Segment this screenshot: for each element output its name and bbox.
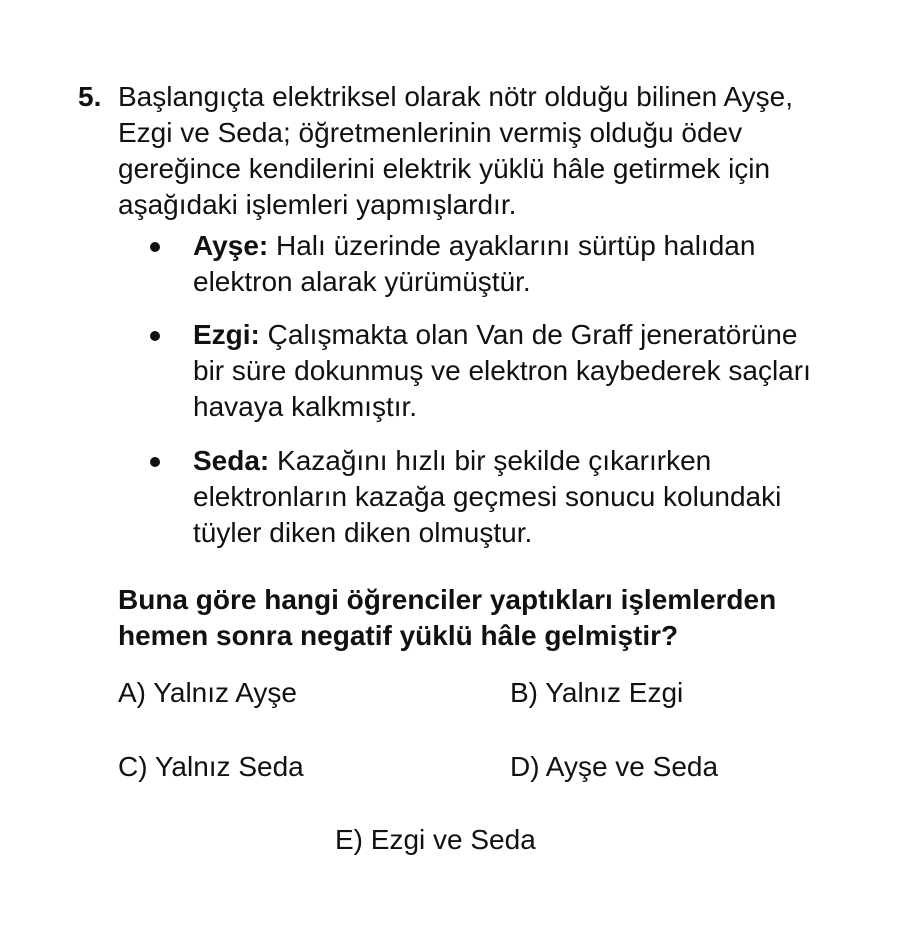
student-name-seda: Seda: — [193, 445, 270, 476]
bullet-text — [193, 443, 883, 551]
prompt-line: hemen sonra negatif yüklü hâle gelmiştir? — [118, 620, 679, 651]
question-stem — [118, 79, 878, 223]
answer-option-a[interactable]: A) Yalnız Ayşe — [118, 677, 297, 708]
bullet-text — [193, 228, 883, 300]
stem-line: Ezgi ve Seda; öğretmenlerinin vermiş olduğu ödev — [118, 117, 743, 148]
stem-line: gereğince kendilerini elektrik yüklü hâle getirmek için — [118, 153, 771, 184]
stem-line: Başlangıçta elektriksel olarak nötr olduğu bilinen Ayşe, — [118, 81, 793, 112]
answer-option-d[interactable]: D) Ayşe ve Seda — [510, 751, 719, 782]
bullet-line: Çalışmakta olan Van de Graff jeneratörüne — [259, 319, 798, 350]
bullet-icon — [150, 242, 160, 252]
stem-line: aşağıdaki işlemleri yapmışlardır. — [118, 189, 517, 220]
bullet-line: tüyler diken diken olmuştur. — [193, 517, 533, 548]
bullet-icon — [150, 331, 160, 341]
student-name-ayse: Ayşe: — [193, 230, 269, 261]
bullet-line: bir süre dokunmuş ve elektron kaybederek saçları — [193, 355, 811, 386]
bullet-line: havaya kalkmıştır. — [193, 391, 418, 422]
question-prompt — [118, 582, 878, 654]
bullet-line: Halı üzerinde ayaklarını sürtüp halıdan — [268, 230, 756, 261]
question-number: 5. — [78, 81, 102, 112]
bullet-line: Kazağını hızlı bir şekilde çıkarırken — [269, 445, 712, 476]
answer-option-e[interactable]: E) Ezgi ve Seda — [335, 824, 536, 855]
answer-option-c[interactable]: C) Yalnız Seda — [118, 751, 304, 782]
bullet-icon — [150, 457, 160, 467]
bullet-line: elektron alarak yürümüştür. — [193, 266, 531, 297]
prompt-line: Buna göre hangi öğrenciler yaptıkları işlemlerden — [118, 584, 777, 615]
bullet-line: elektronların kazağa geçmesi sonucu kolundaki — [193, 481, 782, 512]
student-name-ezgi: Ezgi: — [193, 319, 260, 350]
answer-option-b[interactable]: B) Yalnız Ezgi — [510, 677, 684, 708]
bullet-text — [193, 317, 883, 425]
